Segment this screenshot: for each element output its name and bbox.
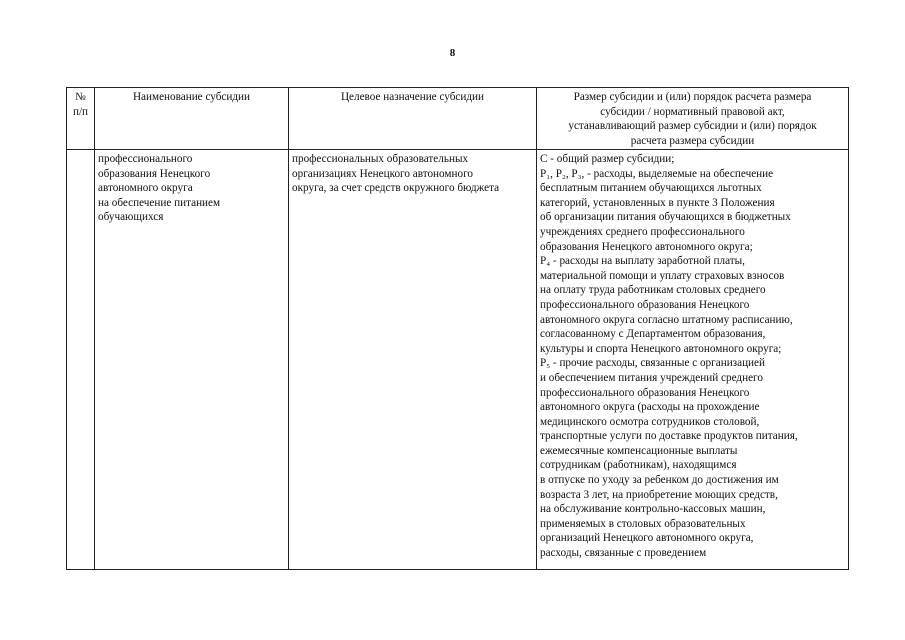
header-size	[537, 88, 849, 150]
cell-name-line: автономного округа	[98, 182, 193, 195]
cell-size-line: на оплату труда работникам столовых среднего	[540, 284, 766, 297]
cell-purpose-line: профессиональных образовательных	[292, 153, 469, 165]
cell-size-line: С - общий размер субсидии;	[540, 153, 675, 165]
cell-size-line: в отпуске по уходу за ребенком до достижения им	[540, 474, 779, 487]
cell-purpose-line: организациях Ненецкого автономного	[292, 167, 473, 180]
table-header-row	[67, 88, 849, 150]
cell-size-line: об организации питания обучающихся в бюджетных	[540, 211, 791, 224]
header-purpose-line: Целевое назначение субсидии	[340, 91, 485, 103]
cell-size-line: материальной помощи и уплату страховых взносов	[540, 269, 785, 282]
page-number: 8	[449, 47, 456, 59]
cell-size-line: P₅ - прочие расходы, связанные с организацией	[540, 357, 765, 370]
header-num-line: №	[75, 91, 86, 103]
subsidy-table	[66, 87, 849, 570]
header-name-line: Наименование субсидии	[132, 91, 251, 103]
cell-size-line: профессионального образования Ненецкого	[540, 298, 750, 311]
cell-size-line: культуры и спорта Ненецкого автономного округа;	[540, 342, 782, 355]
cell-size-line: медицинского осмотра сотрудников столовой,	[540, 415, 760, 428]
cell-num	[67, 150, 95, 570]
header-size-line: устанавливающий размер субсидии и (или) порядок	[568, 120, 817, 133]
cell-size-line: возраста 3 лет, на приобретение моющих средств,	[540, 488, 778, 501]
cell-size-line: категорий, установленных в пункте 3 Положения	[540, 196, 775, 209]
cell-size-line: образования Ненецкого автономного округа;	[540, 240, 753, 253]
cell-purpose-line: округа, за счет средств окружного бюджета	[292, 182, 500, 195]
cell-name-line: обучающихся	[98, 211, 164, 224]
cell-size-line: ежемесячные компенсационные выплаты	[540, 444, 738, 457]
cell-name-line: образования Ненецкого	[98, 167, 211, 180]
header-name	[95, 88, 289, 150]
cell-size-line: учреждениях среднего профессионального	[540, 225, 745, 238]
table-row	[67, 150, 849, 570]
cell-size-line: и обеспечением питания учреждений среднего	[540, 371, 763, 384]
cell-size-line: транспортные услуги по доставке продуктов питания,	[540, 430, 798, 443]
cell-size-line: организаций Ненецкого автономного округа,	[540, 532, 754, 545]
cell-size-line: сотрудникам (работникам), находящимся	[540, 459, 737, 472]
cell-size	[537, 150, 849, 570]
header-size-line: Размер субсидии и (или) порядок расчета размера	[573, 91, 812, 103]
cell-name-line: на обеспечение питанием	[98, 196, 221, 209]
cell-size-line: на обслуживание контрольно-кассовых машин,	[540, 503, 766, 516]
header-size-line: субсидии / нормативный правовой акт,	[600, 105, 785, 118]
cell-size-line: согласованному с Департаментом образования,	[540, 328, 766, 341]
cell-size-line: автономного округа согласно штатному расписанию,	[540, 313, 793, 326]
cell-size-line: профессионального образования Ненецкого	[540, 386, 750, 399]
cell-size-line: P₄ - расходы на выплату заработной платы,	[540, 255, 745, 268]
header-num	[67, 88, 95, 150]
cell-size-line: применяемых в столовых образовательных	[540, 517, 746, 530]
cell-size-line: расходы, связанные с проведением	[540, 547, 707, 560]
header-purpose	[289, 88, 537, 150]
cell-name-line: профессионального	[98, 153, 193, 165]
header-num-line: п/п	[72, 105, 89, 118]
header-size-line: расчета размера субсидии	[630, 134, 755, 147]
cell-name	[95, 150, 289, 570]
cell-size-line: P₁, P₂, P₃, - расходы, выделяемые на обеспечение	[540, 167, 774, 180]
cell-size-line: автономного округа (расходы на прохождение	[540, 401, 760, 414]
cell-purpose	[289, 150, 537, 570]
cell-size-line: бесплатным питанием обучающихся льготных	[540, 182, 762, 195]
